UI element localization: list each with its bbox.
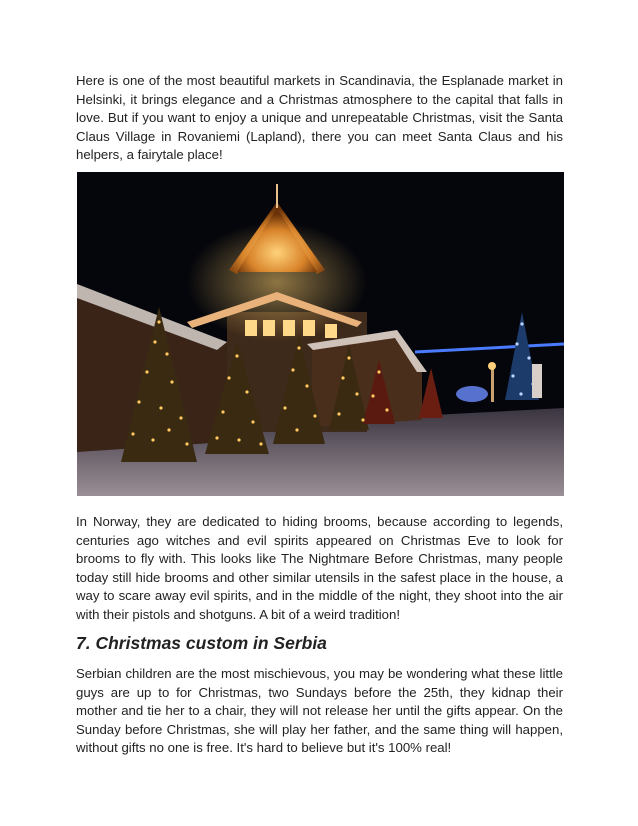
santa-claus-village-photo <box>77 172 564 496</box>
serbia-paragraph: Serbian children are the most mischievous, you may be wondering what these little guys are up to for Christmas, two Sundays before the 25th, they kidnap their mother and tie her to a chair, they will not release her until the gifts appear. On the Sunday before Christmas, she will play her father, and the same thing will happen, without gifts no one is free. It's hard to believe but it's 100% real! <box>76 666 563 756</box>
norway-paragraph: In Norway, they are dedicated to hiding brooms, because according to legends, centuries ago witches and evil spirits appeared on Christmas Eve to look for brooms to fly with. This looks like The Nightmare Before Christmas, many people today still hide brooms and other similar utensils in the safest place in the house, a way to scare away evil spirits, and in the middle of the night, they shoot into the air with their pistols and shotguns. A bit of a weird tradition! <box>76 514 563 622</box>
intro-paragraph: Here is one of the most beautiful markets in Scandinavia, the Esplanade market in Helsinki, it brings elegance and a Christmas atmosphere to the capital that falls in love. But if you want to enjoy a unique and unrepeatable Christmas, visit the Santa Claus Village in Rovaniemi (Lapland), there you can meet Santa Claus and his helpers, a fairytale place! <box>76 73 563 163</box>
section-heading: 7. Christmas custom in Serbia <box>76 633 327 653</box>
